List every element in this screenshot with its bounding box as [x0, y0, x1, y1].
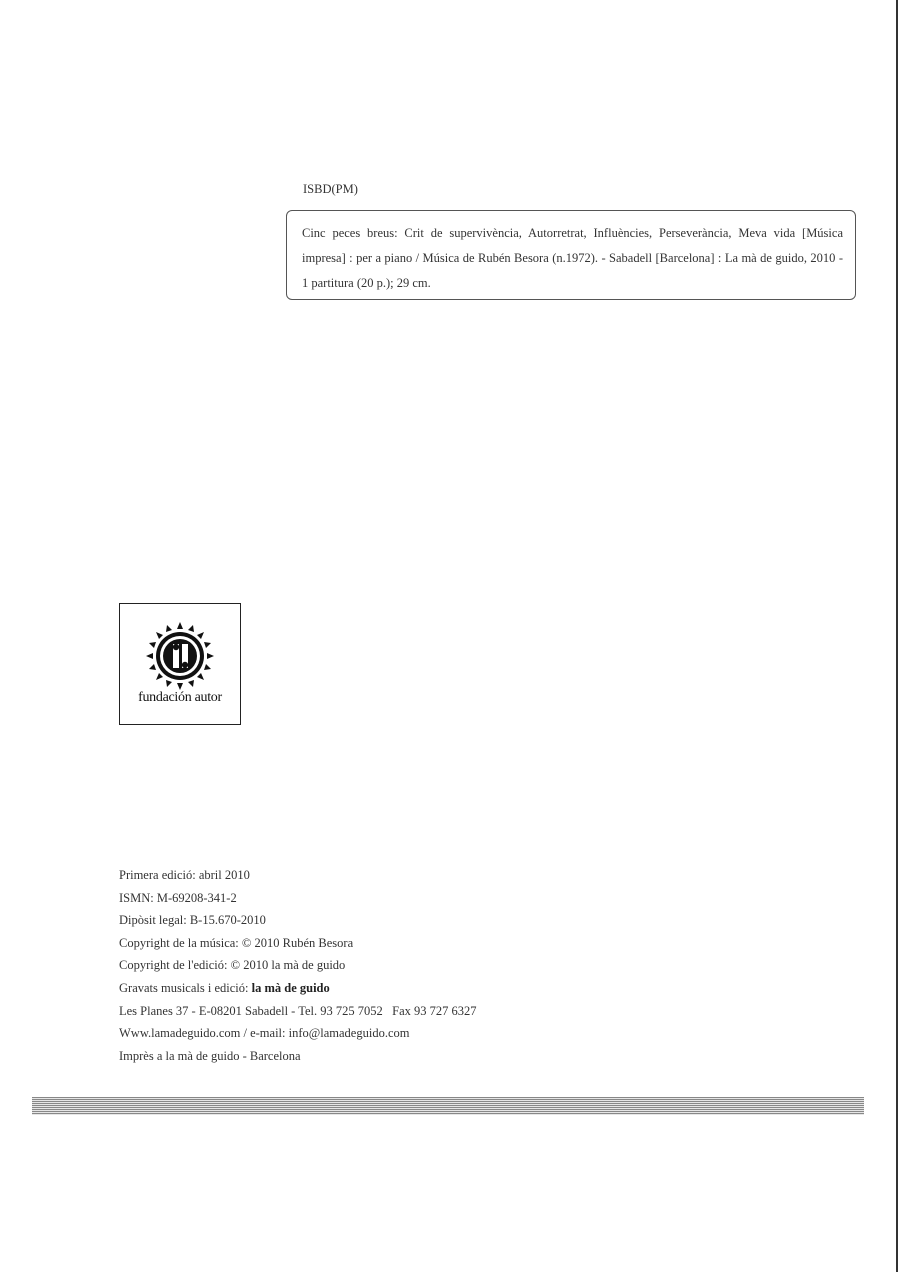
fundacion-autor-emblem-icon	[144, 620, 216, 692]
page-edge	[896, 0, 898, 1272]
fundacion-autor-logo	[119, 603, 241, 725]
first-edition: Primera edició: abril 2010	[119, 868, 250, 882]
catalog-record-text: Cinc peces breus: Crit de supervivència, Autorretrat, Influències, Perseverància, Meva vida [Música impresa] : per a piano / Música de Rubén Besora (n.1972). - Sabadell [Barcelona] : La mà de guido, 2010 - 1 partitura (20 p.); 29 cm.	[302, 226, 843, 290]
isbd-label: ISBD(PM)	[303, 182, 358, 196]
music-copyright: Copyright de la música: © 2010 Rubén Besora	[119, 935, 354, 950]
logo-text: fundación autor	[138, 690, 222, 705]
engraving-line	[119, 977, 477, 1000]
web-contact: Www.lamadeguido.com / e-mail: info@lamadeguido.com	[119, 1026, 410, 1041]
ismn: ISMN: M-69208-341-2	[119, 890, 237, 905]
address: Les Planes 37 - E-08201 Sabadell - Tel. 93 725 7052 Fax 93 727 6327	[119, 1003, 477, 1018]
engraving-prefix: Gravats musicals i edició:	[119, 980, 252, 995]
engraving-publisher: la mà de guido	[251, 980, 330, 995]
printed-by: Imprès a la mà de guido - Barcelona	[119, 1048, 301, 1063]
colophon	[119, 864, 477, 1067]
catalog-record-box	[286, 210, 856, 300]
legal-deposit: Dipòsit legal: B-15.670-2010	[119, 913, 266, 928]
edition-copyright: Copyright de l'edició: © 2010 la mà de guido	[119, 958, 346, 973]
decorative-rule-bar	[32, 1097, 864, 1115]
